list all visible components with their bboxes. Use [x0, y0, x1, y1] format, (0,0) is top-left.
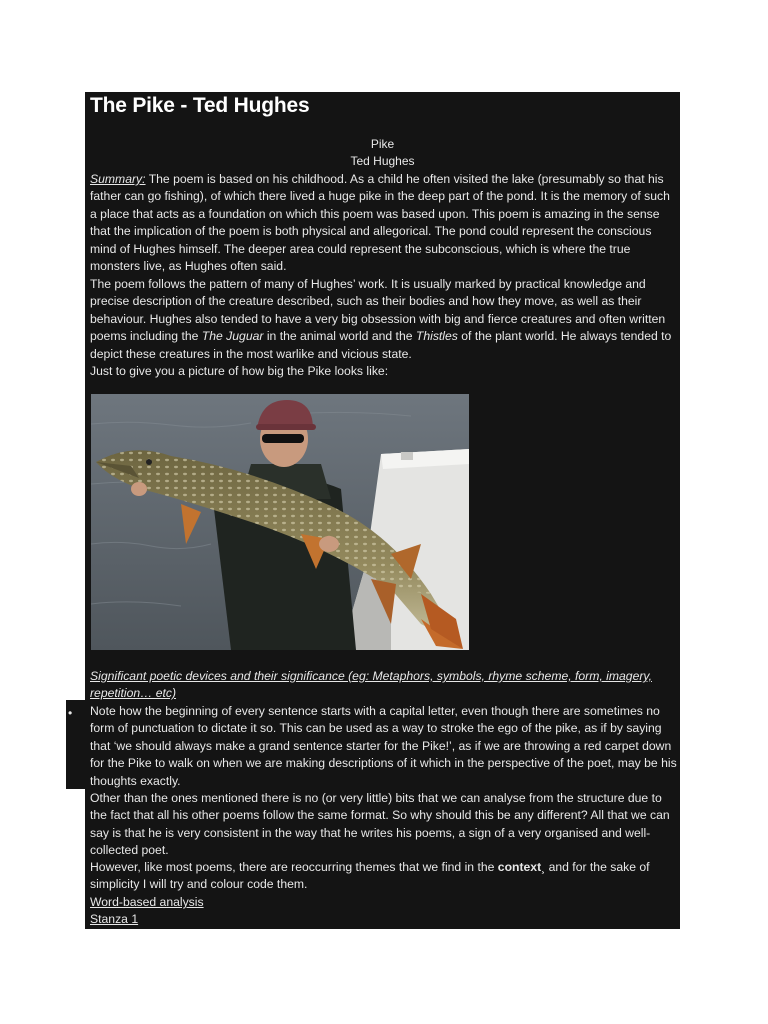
themes-paragraph [90, 859, 678, 894]
pattern-text-c: of the plant world. He always tended to depict these creatures in the most warlike and vicious state. [90, 329, 672, 361]
summary-text: The poem is based on his childhood. As a child he often visited the lake (presumably so that his father can go fishing), of which there lived a huge pike in the deep part of the pond. It is the memory of such a place that acts as a foundation on which this poem was based upon. This poem is amazing in the sense that the implication of the poem is both physical and allegorical. The pond could represent the conscious mind of Hughes himself. The deeper area could represent the subconscious, which is where the true monsters live, as Hughes often said. [90, 172, 670, 274]
bullet-paragraph: Note how the beginning of every sentence starts with a capital letter, even though there are sometimes no form of punctuation to dictate it so. This can be used as a way to stroke the ego of the pike, as if by saying that ‘we should always make a grand sentence starter for the Pike!’, as if we are throwing a red carpet down for the Pike to walk on when we are making descriptions of it which in the perspective of the poet, may be his thoughts exactly. [90, 704, 677, 788]
pattern-text-a: The poem follows the pattern of many of Hughes’ work. It is usually marked by practical knowledge and precise description of the creature described, such as their bodies and how they move, as well as their behaviour. Hughes also tended to have a very big obsession with big and fierce creatures and often written poems including the [90, 277, 666, 344]
document-page [85, 92, 680, 929]
devices-heading: Significant poetic devices and their significance (eg: Metaphors, symbols, rhyme scheme, form, imagery, repetition… etc) [90, 669, 652, 701]
bullet-marker: • [68, 706, 73, 720]
summary-paragraph [90, 171, 678, 275]
pike-photo [91, 394, 469, 650]
themes-text-b: ¸ and for the sake of simplicity I will try and colour code them. [90, 860, 650, 892]
structure-paragraph: Other than the ones mentioned there is no (or very little) bits that we can analyse from the structure due to the fact that all his other poems follow the same format. So why should this be any different? All that we can say is that he is very consistent in the way that he writes his poems, a sign of a very organised and well-collected poet. [90, 791, 670, 858]
picture-intro: Just to give you a picture of how big the Pike looks like: [90, 364, 389, 378]
poem-title: Pike [370, 137, 395, 151]
pike-photo-illustration [91, 394, 469, 650]
pattern-text-b: in the animal world and the [263, 329, 416, 344]
summary-label: Summary: [90, 172, 146, 186]
poem-author: Ted Hughes [350, 154, 415, 168]
document-title: The Pike - Ted Hughes [90, 94, 310, 117]
stanza-heading: Stanza 1 [90, 912, 139, 926]
themes-text-a: However, like most poems, there are reoccurring themes that we find in the [90, 860, 498, 874]
context-word: context [497, 860, 542, 874]
jaguar-title: The Juguar [201, 329, 264, 344]
word-analysis-heading: Word-based analysis [90, 895, 204, 909]
pattern-paragraph [90, 276, 678, 363]
thistles-title: Thistles [415, 329, 458, 344]
